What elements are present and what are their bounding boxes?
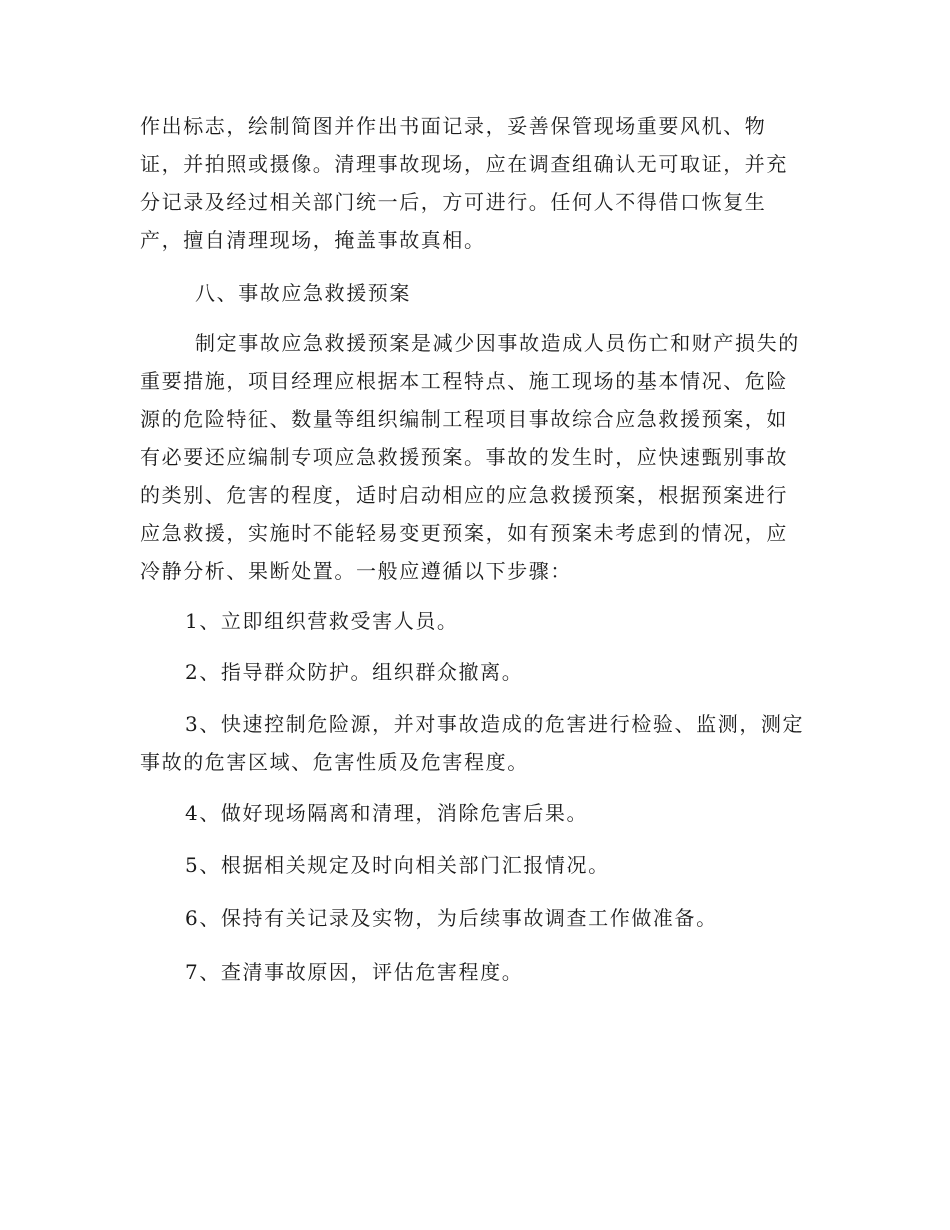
intro-line-1: 作出标志，绘制简图并作出书面记录，妥善保管现场重要风机、物 bbox=[140, 114, 767, 138]
body-line-1: 制定事故应急救援预案是减少因事故造成人员伤亡和财产损失的 bbox=[195, 331, 800, 355]
step-7: 7、查清事故原因，评估危害程度。 bbox=[185, 960, 524, 984]
body-line-3: 源的危险特征、数量等组织编制工程项目事故综合应急救援预案，如 bbox=[140, 407, 788, 431]
step-5: 5、根据相关规定及时向相关部门汇报情况。 bbox=[185, 853, 610, 877]
body-line-2: 重要措施，项目经理应根据本工程特点、施工现场的基本情况、危险 bbox=[140, 369, 788, 393]
step-3-line-1: 3、快速控制危险源，并对事故造成的危害进行检验、监测，测定 bbox=[185, 712, 805, 736]
section-heading: 八、事故应急救援预案 bbox=[195, 281, 411, 305]
body-line-5: 的类别、危害的程度，适时启动相应的应急救援预案，根据预案进行 bbox=[140, 483, 788, 507]
step-3-line-2: 事故的危害区域、危害性质及危害程度。 bbox=[140, 750, 529, 774]
body-line-6: 应急救援，实施时不能轻易变更预案，如有预案未考虑到的情况，应 bbox=[140, 521, 788, 545]
intro-line-3: 分记录及经过相关部门统一后，方可进行。任何人不得借口恢复生 bbox=[140, 190, 767, 214]
step-6: 6、保持有关记录及实物，为后续事故调查工作做准备。 bbox=[185, 906, 718, 930]
body-line-7: 冷静分析、果断处置。一般应遵循以下步骤： bbox=[140, 559, 572, 583]
step-4: 4、做好现场隔离和清理，消除危害后果。 bbox=[185, 801, 589, 825]
intro-line-4: 产，擅自清理现场，掩盖事故真相。 bbox=[140, 228, 486, 252]
intro-line-2: 证，并拍照或摄像。清理事故现场，应在调查组确认无可取证，并充 bbox=[140, 152, 788, 176]
body-line-4: 有必要还应编制专项应急救援预案。事故的发生时，应快速甄别事故 bbox=[140, 445, 788, 469]
step-1: 1、立即组织营救受害人员。 bbox=[185, 609, 459, 633]
step-2: 2、指导群众防护。组织群众撤离。 bbox=[185, 660, 524, 684]
